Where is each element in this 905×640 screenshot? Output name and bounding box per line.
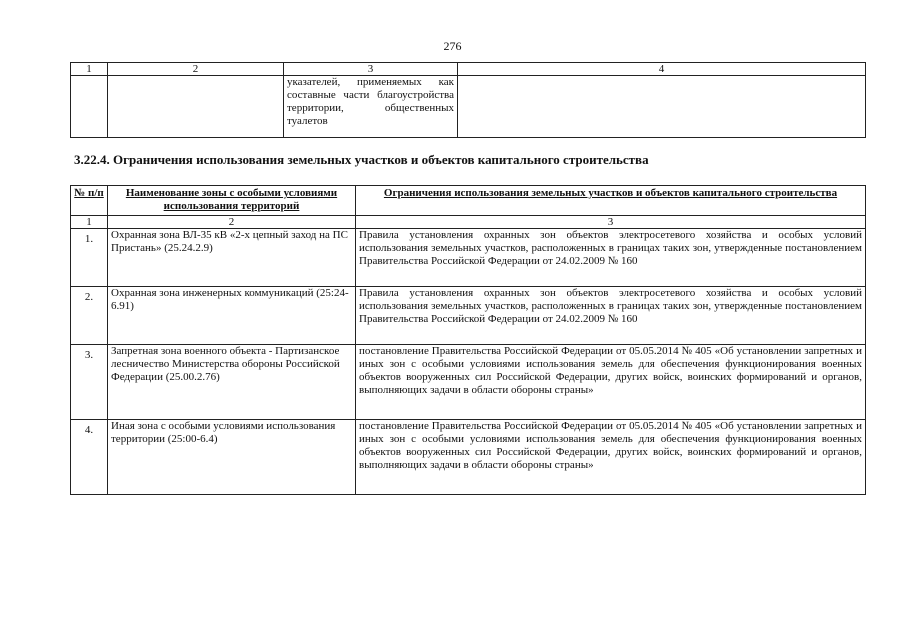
column-number: 4 xyxy=(458,63,866,76)
table-cell xyxy=(71,76,108,138)
continued-table-column-numbers xyxy=(71,63,866,76)
header-num-label: № п/п xyxy=(74,187,104,199)
column-number: 1 xyxy=(71,216,108,229)
column-number: 2 xyxy=(108,63,284,76)
header-num xyxy=(71,186,108,216)
table-header-row xyxy=(71,186,866,216)
zone-name: Запретная зона военного объекта - Партизанское лесничество Министерства обороны Российской Федерации (25.00.2.76) xyxy=(108,345,356,420)
table-row xyxy=(71,229,866,287)
column-number: 2 xyxy=(108,216,356,229)
column-number: 3 xyxy=(284,63,458,76)
table-row xyxy=(71,420,866,495)
zone-restriction: Правила установления охранных зон объектов электросетевого хозяйства и особых условий использования земельных участков, расположенных в границах таких зон, утвержденные постановлением Правительства Российской Федерации от 24.02.2009 № 160 xyxy=(356,287,866,345)
zone-restriction: Правила установления охранных зон объектов электросетевого хозяйства и особых условий использования земельных участков, расположенных в границах таких зон, утвержденные постановлением Правительства Российской Федерации от 24.02.2009 № 160 xyxy=(356,229,866,287)
table-row xyxy=(71,76,866,138)
restrictions-table xyxy=(70,185,866,495)
header-restriction xyxy=(356,186,866,216)
column-number: 3 xyxy=(356,216,866,229)
table-cell xyxy=(108,76,284,138)
section-heading: 3.22.4. Ограничения использования земельных участков и объектов капитального строительства xyxy=(74,152,649,167)
column-number: 1 xyxy=(71,63,108,76)
continued-table xyxy=(70,62,866,138)
row-number: 1. xyxy=(71,229,108,287)
page-number: 276 xyxy=(443,39,462,53)
row-number: 3. xyxy=(71,345,108,420)
row-number: 4. xyxy=(71,420,108,495)
header-zone xyxy=(108,186,356,216)
table-cell xyxy=(458,76,866,138)
zone-name: Охранная зона инженерных коммуникаций (25:24-6.91) xyxy=(108,287,356,345)
zone-name: Иная зона с особыми условиями использования территории (25:00-6.4) xyxy=(108,420,356,495)
column-numbers-row xyxy=(71,216,866,229)
header-restriction-label: Ограничения использования земельных участков и объектов капитального строительства xyxy=(383,187,838,199)
zone-name: Охранная зона ВЛ-35 кВ «2-х цепный заход на ПС Пристань» (25.24.2.9) xyxy=(108,229,356,287)
table-row xyxy=(71,345,866,420)
header-zone-label: Наименование зоны с особыми условиями использования территорий xyxy=(125,187,338,212)
table-cell: указателей, применяемых как составные части благоустройства территории, общественных туалетов xyxy=(284,76,458,138)
table-row xyxy=(71,287,866,345)
zone-restriction: постановление Правительства Российской Федерации от 05.05.2014 № 405 «Об установлении запретных и иных зон с особыми условиями использования земель для обеспечения функционирования военных объектов вооруженных сил Российской Федерации, других войск, воинских формирований и органов, выполняющих задачи в области обороны страны» xyxy=(356,345,866,420)
zone-restriction: постановление Правительства Российской Федерации от 05.05.2014 № 405 «Об установлении запретных и иных зон с особыми условиями использования земель для обеспечения функционирования военных объектов вооруженных сил Российской Федерации, других войск, воинских формирований и органов, выполняющих задачи в области обороны страны» xyxy=(356,420,866,495)
row-number: 2. xyxy=(71,287,108,345)
